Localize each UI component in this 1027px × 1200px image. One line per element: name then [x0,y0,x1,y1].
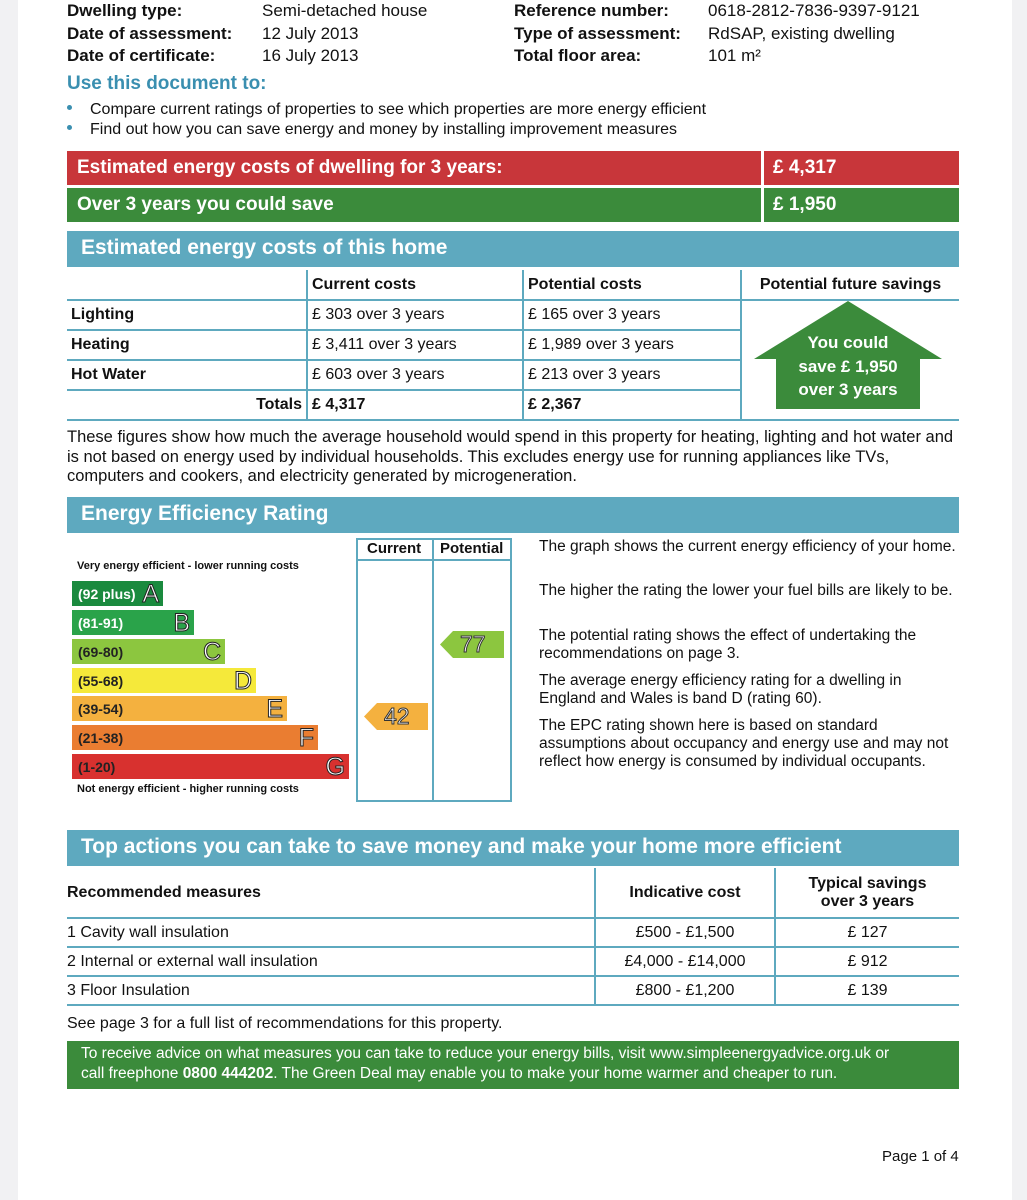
bullet-dot-icon [67,105,72,110]
savings-line: You could [807,333,889,352]
measure-cell: 1 Cavity wall insulation [67,918,595,947]
band-range: (81-91) [78,615,124,631]
table-row [67,976,959,1005]
date-assessment-label: Date of assessment: [67,24,233,43]
savings-value: £ 1,950 [773,194,837,215]
row-name: Hot Water [67,360,307,390]
potential-column-header: Potential [440,540,504,557]
band-range: (39-54) [78,701,124,717]
current-costs-header: Current costs [307,270,523,300]
rating-band-f [72,725,318,750]
assessment-type-label: Type of assessment: [514,24,681,43]
bullet-dot-icon [67,125,72,130]
dwelling-type-value: Semi-detached house [262,1,428,20]
reference-label: Reference number: [514,1,669,20]
measure-cell: 3 Floor Insulation [67,976,595,1005]
savings-line: save £ 1,950 [798,356,898,376]
savings-line: over 3 years [798,380,898,399]
row-potential: £ 213 over 3 years [523,360,741,390]
band-range: (1-20) [78,759,116,775]
advice-banner [67,1041,959,1089]
row-name: Lighting [67,300,307,330]
rating-text: The average energy efficiency rating for a dwelling in England and Wales is band D (rating 60). [539,672,902,707]
estimated-cost-label: Estimated energy costs of dwelling for 3 years: [77,157,503,178]
savings-arrow-text [748,331,948,402]
band-letter: C [202,638,221,666]
advice-text: call freephone [81,1065,183,1082]
band-letter: B [173,609,190,637]
savings-arrow-cell [741,300,959,420]
measures-header: Recommended measures [67,868,595,918]
top-actions-heading: Top actions you can take to save money and make your home more efficient [67,830,959,866]
saving-cell: £ 139 [775,976,959,1005]
advice-text: . The Green Deal may enable you to make your home warmer and cheaper to run. [273,1065,838,1082]
potential-costs-header: Potential costs [523,270,741,300]
left-margin [0,0,18,1200]
band-divider [761,151,764,185]
row-potential: £ 1,989 over 3 years [523,330,741,360]
row-name: Heating [67,330,307,360]
rating-band-g [72,754,349,779]
rating-text: The graph shows the current energy efficiency of your home. [539,538,956,555]
totals-potential: £ 2,367 [523,390,741,420]
saving-cell: £ 127 [775,918,959,947]
table-row [67,918,959,947]
band-range: (21-38) [78,730,124,746]
band-letter: F [298,724,314,752]
band-letter: G [325,753,345,781]
date-assessment-value: 12 July 2013 [262,24,359,43]
rating-text: The potential rating shows the effect of undertaking the recommendations on page 3. [539,627,917,662]
band-divider [761,188,764,222]
costs-explanation: These figures show how much the average household would spend in this property for heating, lighting and hot water and is not based on energy used by individual households. This excludes energy use for running appliances like TVs, computers and cookers, and electricity generated by microgeneration. [67,428,954,485]
page-number: Page 1 of 4 [882,1148,959,1165]
current-rating-value: 42 [384,703,410,729]
top-caption: Very energy efficient - lower running costs [77,560,299,572]
rating-text: The EPC rating shown here is based on standard assumptions about occupancy and energy use and may not reflect how energy is consumed by individual occupants. [539,717,949,770]
rating-text: The higher the rating the lower your fuel bills are likely to be. [539,582,953,599]
dwelling-type-label: Dwelling type: [67,1,183,20]
savings-band [67,188,959,222]
right-margin [1012,0,1027,1200]
totals-current: £ 4,317 [307,390,523,420]
rating-band-c [72,639,225,664]
band-range: (92 plus) [78,586,136,602]
band-range: (69-80) [78,644,124,660]
table-row [67,947,959,976]
potential-rating-value: 77 [460,631,486,657]
see-page-note: See page 3 for a full list of recommendations for this property. [67,1015,503,1032]
cost-cell: £500 - £1,500 [595,918,775,947]
estimated-cost-value: £ 4,317 [773,157,837,178]
rating-band-b [72,610,194,635]
floor-area-label: Total floor area: [514,46,642,65]
saving-cell: £ 912 [775,947,959,976]
bottom-caption: Not energy efficient - higher running costs [77,783,299,795]
date-certificate-value: 16 July 2013 [262,46,359,65]
reference-value: 0618-2812-7836-9397-9121 [708,1,920,20]
bullet-item [67,121,677,139]
bullet-text: Find out how you can save energy and money by installing improvement measures [90,121,677,138]
energy-costs-table [67,270,959,421]
use-document-heading: Use this document to: [67,73,267,94]
savings-label: Over 3 years you could save [77,194,334,215]
row-potential: £ 165 over 3 years [523,300,741,330]
cost-header: Indicative cost [595,868,775,918]
table-row [67,300,959,330]
row-current: £ 303 over 3 years [307,300,523,330]
rating-band-d [72,668,256,693]
row-current: £ 603 over 3 years [307,360,523,390]
energy-rating-heading: Energy Efficiency Rating [67,497,959,533]
rating-band-e [72,696,287,721]
advice-line: To receive advice on what measures you can take to reduce your energy bills, visit www.simpleenergyadvice.org.uk or [81,1045,890,1062]
measure-cell: 2 Internal or external wall insulation [67,947,595,976]
current-column-header: Current [367,540,422,557]
freephone-number: 0800 444202 [182,1065,274,1082]
future-savings-header: Potential future savings [741,270,959,300]
totals-label: Totals [67,390,307,420]
savings-header: Typical savings over 3 years [775,868,959,918]
estimated-cost-band [67,151,959,185]
band-letter: A [142,580,159,608]
band-range: (55-68) [78,673,124,689]
cost-cell: £800 - £1,200 [595,976,775,1005]
rating-column-divider [432,538,434,802]
recommendations-table [67,868,959,1006]
floor-area-value: 101 m² [708,46,761,65]
assessment-type-value: RdSAP, existing dwelling [708,24,895,43]
advice-line [81,1064,959,1084]
rating-columns-frame [356,538,512,802]
band-letter: E [266,695,283,723]
rating-band-a [72,581,163,606]
rating-header-rule [358,559,510,561]
row-current: £ 3,411 over 3 years [307,330,523,360]
empty-header [67,270,307,300]
date-certificate-label: Date of certificate: [67,46,216,65]
bullet-text: Compare current ratings of properties to see which properties are more energy efficient [90,101,707,118]
energy-costs-heading: Estimated energy costs of this home [67,231,959,267]
bullet-item [67,101,706,119]
band-letter: D [233,667,252,695]
cost-cell: £4,000 - £14,000 [595,947,775,976]
